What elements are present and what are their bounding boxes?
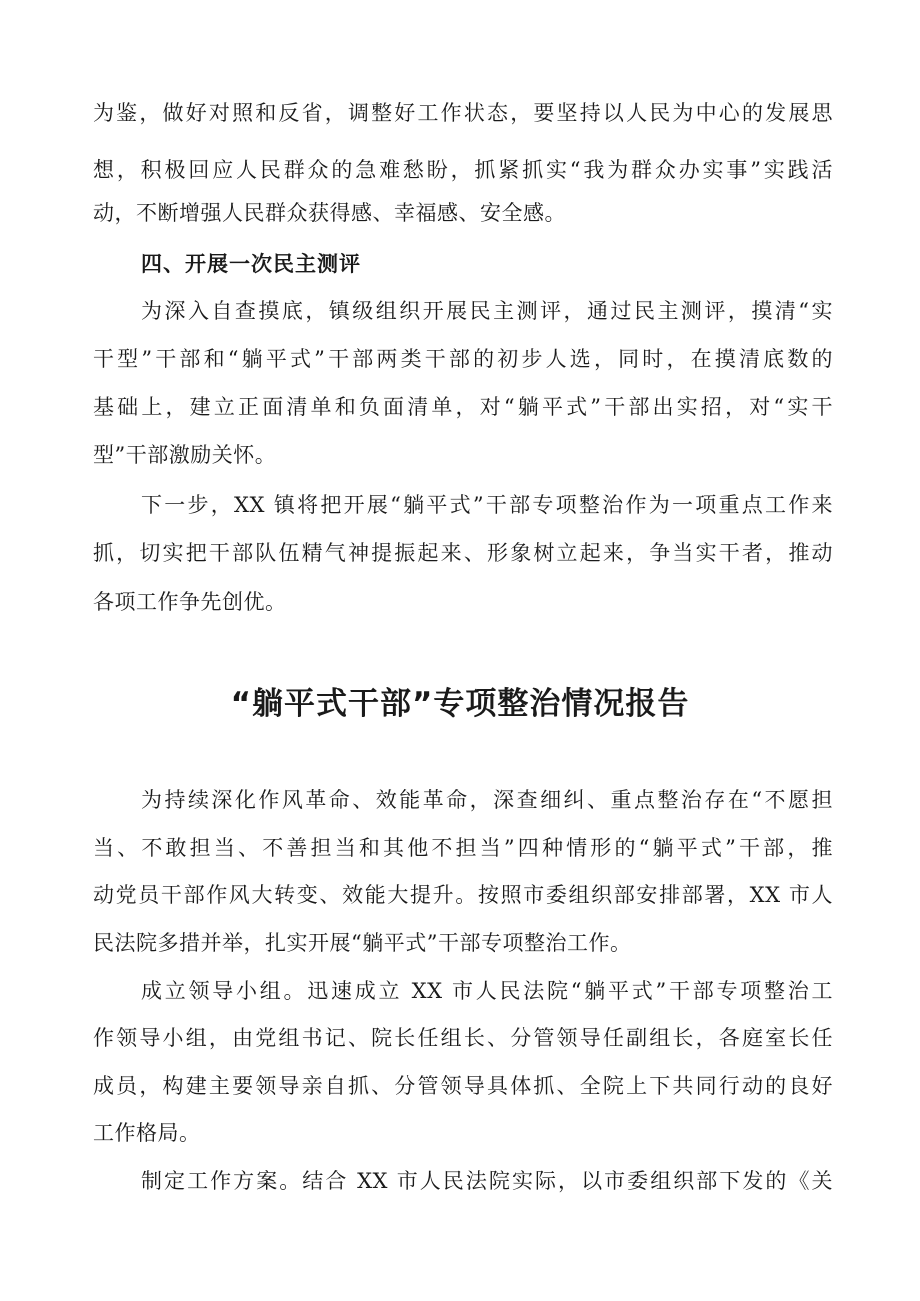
text-line: 型”干部激励关怀。 <box>93 443 277 467</box>
text-line: 动，不断增强人民群众获得感、幸福感、安全感。 <box>93 201 566 225</box>
text-line: 为深入自查摸底，镇级组织开展民主测评，通过民主测评，摸清“实 <box>141 299 833 323</box>
text-line: 干型”干部和“躺平式”干部两类干部的初步人选，同时，在摸清底数的 <box>93 347 833 371</box>
text-line: 基础上，建立正面清单和负面清单，对“躺平式”干部出实招，对“实干 <box>93 395 833 419</box>
text-line: 作领导小组，由党组书记、院长任组长、分管领导任副组长，各庭室长任 <box>93 1026 833 1050</box>
text-line: 想，积极回应人民群众的急难愁盼，抓紧抓实“我为群众办实事”实践活 <box>93 158 833 182</box>
text-line: 抓，切实把干部队伍精气神提振起来、形象树立起来，争当实干者，推动 <box>93 541 833 565</box>
text-line: 民法院多措并举，扎实开展“躺平式”干部专项整治工作。 <box>93 931 632 955</box>
text-line: 各项工作争先创优。 <box>93 590 287 614</box>
text-line: 制定工作方案。结合 XX 市人民法院实际，以市委组织部下发的《关 <box>141 1169 833 1193</box>
text-line: 工作格局。 <box>93 1121 201 1145</box>
text-line: 为鉴，做好对照和反省，调整好工作状态，要坚持以人民为中心的发展思 <box>93 101 833 125</box>
text-line: 成立领导小组。迅速成立 XX 市人民法院“躺平式”干部专项整治工 <box>141 979 833 1003</box>
text-line: 下一步，XX 镇将把开展“躺平式”干部专项整治作为一项重点工作来 <box>141 493 833 517</box>
text-line: 动党员干部作风大转变、效能大提升。按照市委组织部安排部署，XX 市人 <box>93 883 833 907</box>
text-line: 当、不敢担当、不善担当和其他不担当”四种情形的“躺平式”干部，推 <box>93 836 833 860</box>
section-heading: 四、开展一次民主测评 <box>141 252 361 276</box>
report-title: “躺平式干部”专项整治情况报告 <box>230 686 690 722</box>
text-line: 为持续深化作风革命、效能革命，深查细纠、重点整治存在“不愿担 <box>141 788 833 812</box>
text-line: 成员，构建主要领导亲自抓、分管领导具体抓、全院上下共同行动的良好 <box>93 1074 833 1098</box>
